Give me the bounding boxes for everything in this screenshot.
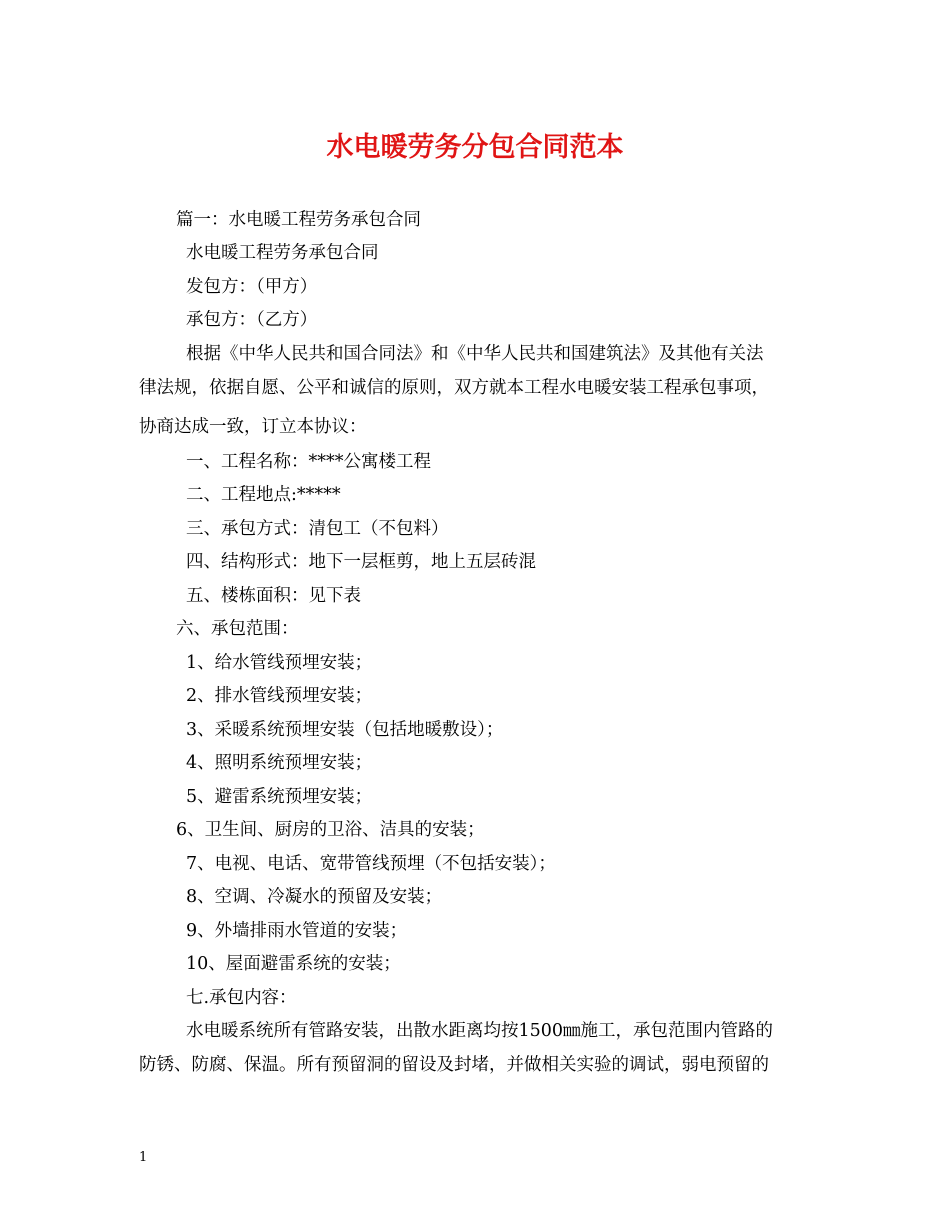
scope-item: 10、屋面避雷系统的安装； bbox=[186, 954, 401, 974]
document-title: 水电暖劳务分包合同范本 bbox=[326, 132, 624, 163]
paragraph-line: 协商达成一致，订立本协议： bbox=[139, 417, 367, 437]
clause-line: 三、承包方式：清包工（不包料） bbox=[186, 519, 449, 539]
scope-item: 9、外墙排雨水管道的安装； bbox=[186, 921, 408, 941]
scope-item: 8、空调、冷凝水的预留及安装； bbox=[186, 887, 443, 907]
clause-line: 五、楼栋面积：见下表 bbox=[186, 586, 361, 606]
scope-item: 3、采暖系统预埋安装（包括地暖敷设）； bbox=[186, 720, 504, 740]
clause-line: 二、工程地点:***** bbox=[186, 485, 341, 505]
clause-line: 一、工程名称：****公寓楼工程 bbox=[186, 452, 431, 472]
contract-subtitle: 水电暖工程劳务承包合同 bbox=[186, 243, 379, 263]
paragraph-line: 律法规，依据自愿、公平和诚信的原则，双方就本工程水电暖安装工程承包事项， bbox=[139, 378, 769, 398]
scope-item: 1、给水管线预埋安装； bbox=[186, 653, 373, 673]
clause-line: 七.承包内容： bbox=[186, 988, 297, 1008]
paragraph-line: 水电暖系统所有管路安装，出散水距离均按1500㎜施工，承包范围内管路的 bbox=[186, 1021, 774, 1041]
clause-line: 六、承包范围： bbox=[176, 619, 299, 639]
scope-item: 5、避雷系统预埋安装； bbox=[186, 787, 373, 807]
scope-item: 4、照明系统预埋安装； bbox=[186, 753, 373, 773]
scope-item: 7、电视、电话、宽带管线预埋（不包括安装）； bbox=[186, 854, 556, 874]
page-number: 1 bbox=[139, 1150, 148, 1165]
paragraph-line: 防锈、防腐、保温。所有预留洞的留设及封堵，并做相关实验的调试，弱电预留的 bbox=[139, 1055, 769, 1075]
party-b-line: 承包方：（乙方） bbox=[186, 310, 318, 330]
scope-item: 6、卫生间、厨房的卫浴、洁具的安装； bbox=[176, 820, 485, 840]
section-heading: 篇一：水电暖工程劳务承包合同 bbox=[176, 210, 421, 230]
scope-item: 2、排水管线预埋安装； bbox=[186, 686, 373, 706]
clause-line: 四、结构形式：地下一层框剪，地上五层砖混 bbox=[186, 552, 536, 572]
paragraph-line: 根据《中华人民共和国合同法》和《中华人民共和国建筑法》及其他有关法 bbox=[186, 344, 764, 364]
party-a-line: 发包方：（甲方） bbox=[186, 277, 318, 297]
